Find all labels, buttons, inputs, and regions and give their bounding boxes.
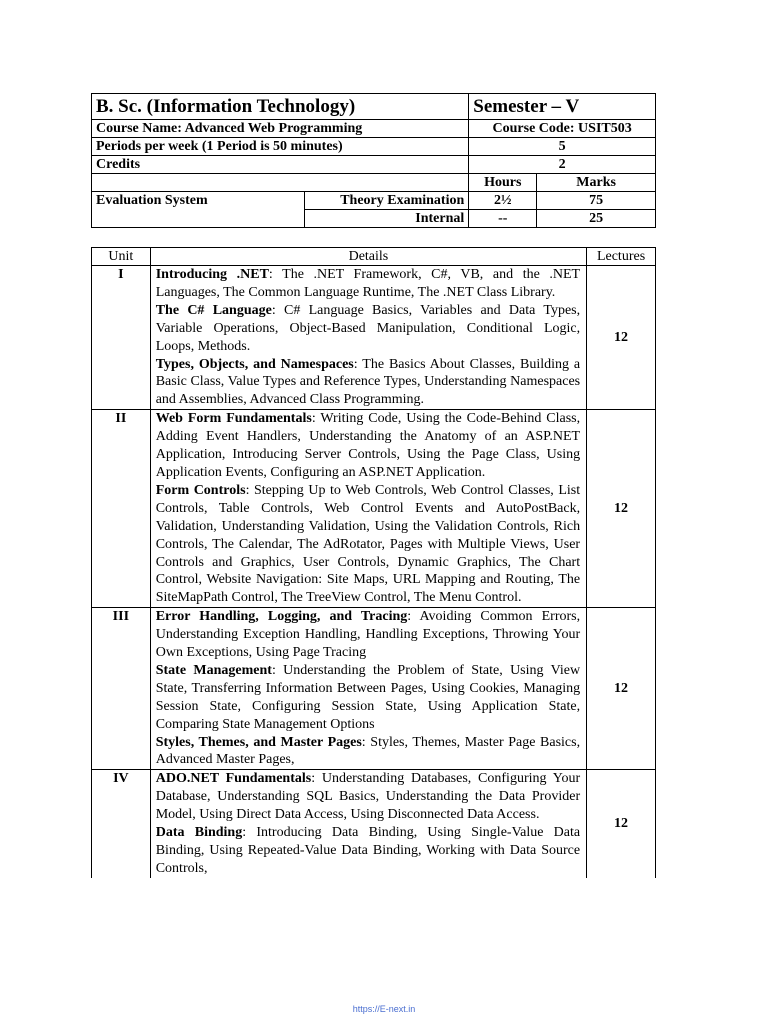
topic-text: : Understanding the Problem of State, Using View State, Transferring Information Between Pages, Using Cookies, Managing Session State, Configuring Session State, Using Application State, Comparing State Management Options <box>155 662 581 732</box>
periods-row <box>92 138 656 156</box>
syllabus-units-table <box>91 247 656 878</box>
unit-number: III <box>92 608 151 770</box>
topic-text: : Styles, Themes, Master Page Basics, Advanced Master Pages, <box>155 734 581 768</box>
blank-cell <box>92 174 469 192</box>
unit-row <box>92 410 656 608</box>
unit-details <box>150 266 586 410</box>
theory-hours: 2½ <box>469 192 537 210</box>
theory-row <box>92 192 656 210</box>
units-body <box>92 266 656 878</box>
program-title: B. Sc. (Information Technology) <box>92 94 469 120</box>
topic-paragraph <box>156 410 580 482</box>
internal-hours: -- <box>469 210 537 228</box>
course-info-table <box>91 93 656 228</box>
footer-link[interactable]: https://E-next.in <box>352 1004 416 1014</box>
credits-row <box>92 156 656 174</box>
periods-label: Periods per week (1 Period is 50 minutes) <box>92 138 469 156</box>
unit-number: II <box>92 410 151 608</box>
topic-title: Styles, Themes, and Master Pages <box>155 734 362 750</box>
evaluation-header-row <box>92 174 656 192</box>
unit-details <box>150 770 586 878</box>
internal-label: Internal <box>304 210 469 228</box>
internal-marks: 25 <box>537 210 656 228</box>
topic-text: : C# Language Basics, Variables and Data Types, Variable Operations, Object-Based Manipulation, Conditional Logic, Loops, Methods. <box>155 302 581 354</box>
topic-text: : The .NET Framework, C#, VB, and the .NET Languages, The Common Language Runtime, The .NET Class Library. <box>155 267 581 300</box>
topic-title: The C# Language <box>155 302 272 318</box>
topic-paragraph <box>156 266 580 302</box>
topic-paragraph <box>156 824 580 878</box>
topic-paragraph <box>156 770 580 824</box>
lecture-count: 12 <box>587 608 656 770</box>
topic-title: Form Controls <box>155 482 246 498</box>
course-code: Course Code: USIT503 <box>469 120 656 138</box>
unit-details <box>150 410 586 608</box>
topic-text: : Writing Code, Using the Code-Behind Class, Adding Event Handlers, Understanding the Anatomy of an ASP.NET Application, Introducing Server Controls, Using the Page Class, Using Application Events, Configuring an ASP.NET Application. <box>155 411 581 480</box>
course-name: Course Name: Advanced Web Programming <box>92 120 469 138</box>
semester-label: Semester – V <box>469 94 656 120</box>
lecture-count: 12 <box>587 410 656 608</box>
unit-number: I <box>92 266 151 410</box>
topic-title: ADO.NET Fundamentals <box>155 771 312 787</box>
unit-details <box>150 608 586 770</box>
topic-title: Error Handling, Logging, and Tracing <box>155 609 408 625</box>
units-header-row <box>92 248 656 266</box>
title-row <box>92 94 656 120</box>
unit-row <box>92 770 656 878</box>
details-column-header: Details <box>150 248 586 266</box>
topic-text: : Avoiding Common Errors, Understanding Exception Handling, Handling Exceptions, Throwing Your Own Exceptions, Using Page Tracing <box>155 609 581 661</box>
topic-paragraph <box>156 734 580 770</box>
topic-paragraph <box>156 302 580 356</box>
theory-label: Theory Examination <box>304 192 469 210</box>
unit-row <box>92 608 656 770</box>
evaluation-label: Evaluation System <box>92 192 305 228</box>
topic-text: : The Basics About Classes, Building a Basic Class, Value Types and Reference Types, Understanding Namespaces and Assemblies, Advanced Class Programming. <box>155 356 581 408</box>
topic-title: Web Form Fundamentals <box>155 411 312 427</box>
topic-text: : Stepping Up to Web Controls, Web Control Classes, List Controls, Table Controls, Web Control Events and AutoPostBack, Validation, Understanding Validation, Using the Validation Controls, Rich Controls, The Calendar, The AdRotator, Pages with Multiple Views, User Controls and Graphics, User Controls, Dynamic Graphics, The Chart Control, Website Navigation: Site Maps, URL Mapping and Routing, The SiteMapPath Control, The TreeView Control, The Menu Control. <box>155 482 581 606</box>
topic-paragraph <box>156 608 580 662</box>
lectures-column-header: Lectures <box>587 248 656 266</box>
topic-text: : Introducing Data Binding, Using Single-Value Data Binding, Using Repeated-Value Data Binding, Working with Data Source Controls, <box>155 825 581 876</box>
topic-title: Data Binding <box>155 825 243 841</box>
unit-column-header: Unit <box>92 248 151 266</box>
course-name-row <box>92 120 656 138</box>
topic-title: Types, Objects, and Namespaces <box>155 356 354 372</box>
topic-title: State Management <box>155 662 272 678</box>
credits-value: 2 <box>469 156 656 174</box>
periods-value: 5 <box>469 138 656 156</box>
lecture-count: 12 <box>587 770 656 878</box>
topic-paragraph <box>156 356 580 410</box>
marks-header: Marks <box>537 174 656 192</box>
unit-number: IV <box>92 770 151 878</box>
unit-row <box>92 266 656 410</box>
topic-text: : Understanding Databases, Configuring Your Database, Understanding SQL Basics, Understanding the Data Provider Model, Using Direct Data Access, Using Disconnected Data Access. <box>155 771 581 823</box>
credits-label: Credits <box>92 156 469 174</box>
topic-paragraph <box>156 482 580 607</box>
topic-paragraph <box>156 662 580 734</box>
theory-marks: 75 <box>537 192 656 210</box>
hours-header: Hours <box>469 174 537 192</box>
lecture-count: 12 <box>587 266 656 410</box>
topic-title: Introducing .NET <box>155 267 269 282</box>
